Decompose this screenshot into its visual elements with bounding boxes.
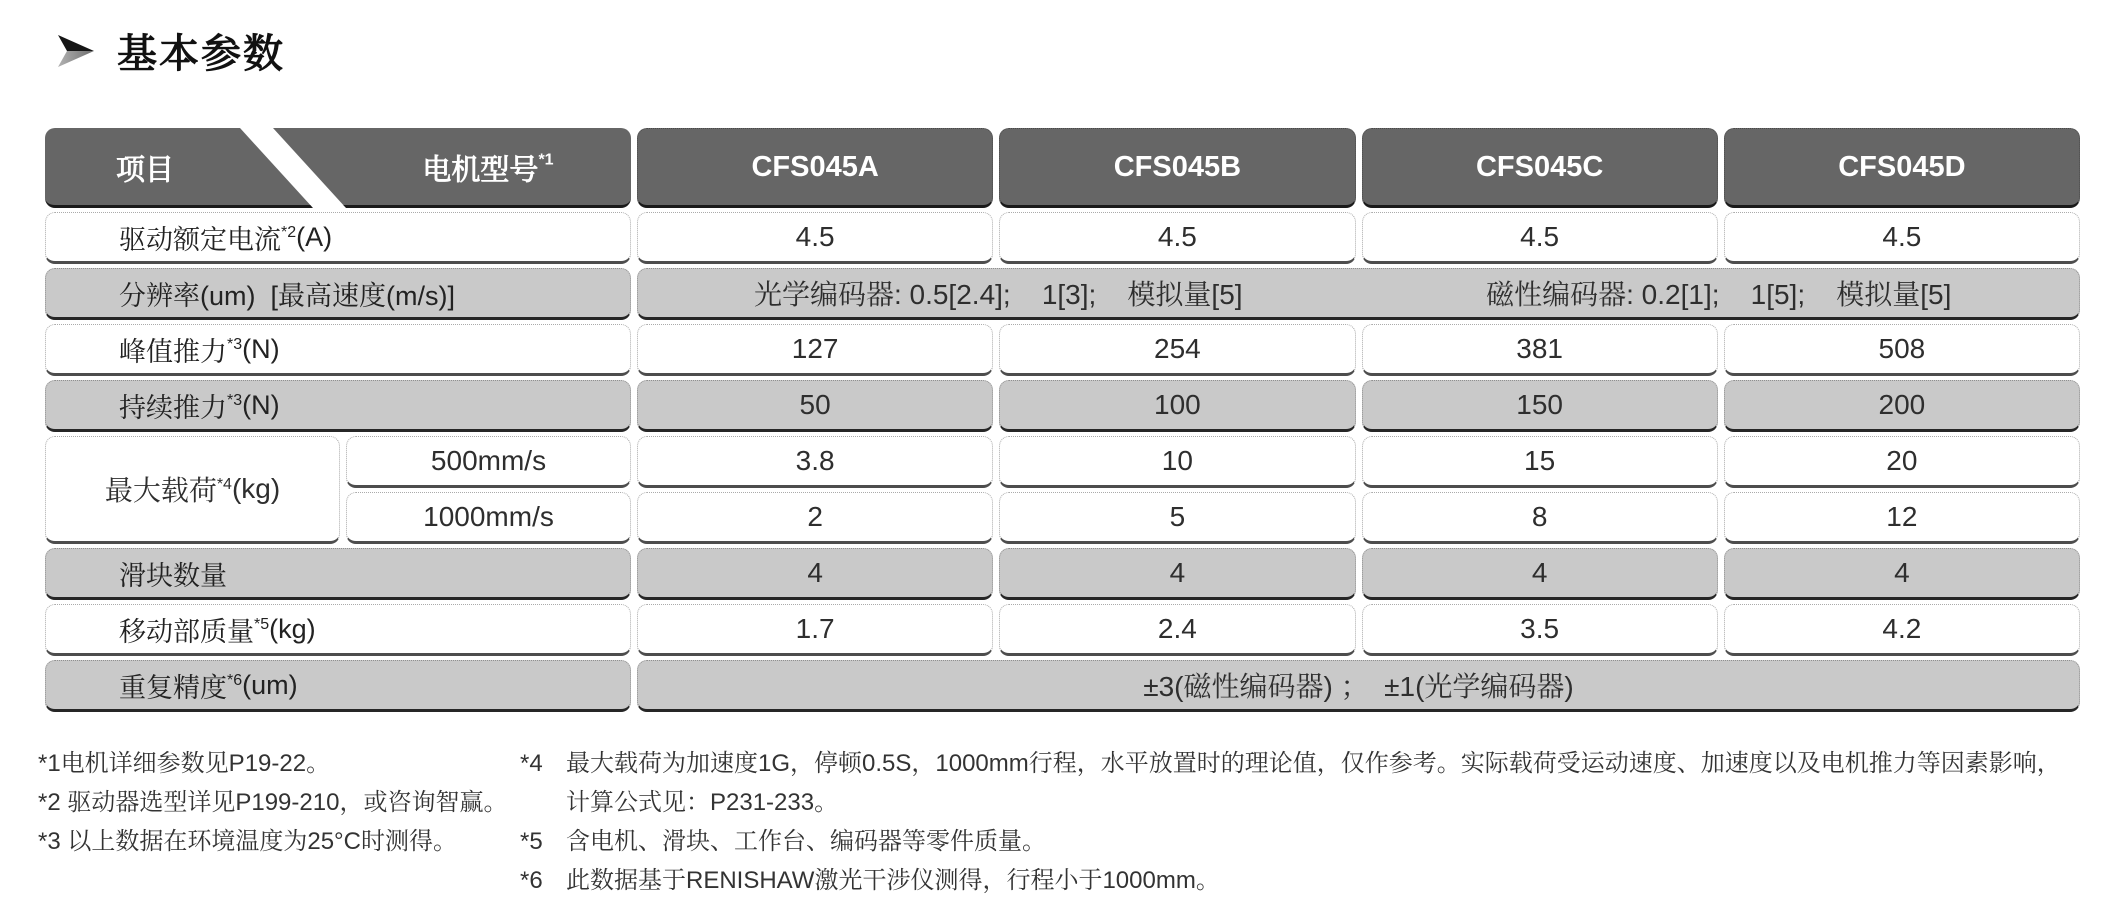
value-moving-mass-a: 1.7 (637, 604, 993, 656)
corner-model-label: 电机型号$^{*1}$ (422, 151, 554, 187)
value-max-load-1000-a: 2 (637, 492, 993, 544)
page-title: 基本参数 (117, 32, 285, 76)
section-header (55, 22, 285, 79)
sub-label-speed-1000: 1000mm/s (346, 492, 631, 544)
corner-item-label: 项目 (115, 154, 174, 187)
value-peak-force-c: 381 (1362, 324, 1718, 376)
footnote-6: *6 此数据基于RENISHAW激光干涉仪测得，行程小于1000mm。 (520, 867, 1220, 894)
value-max-load-500-a: 3.8 (637, 436, 993, 488)
footnotes-left-column (38, 744, 520, 900)
value-moving-mass-d: 4.2 (1724, 604, 2080, 656)
value-peak-force-a: 127 (637, 324, 993, 376)
value-max-load-1000-d: 12 (1724, 492, 2080, 544)
col-header-cfs045c: CFS045C (1362, 128, 1718, 208)
value-drive-current-d: 4.5 (1724, 212, 2080, 264)
row-label-repeatability: 重复精度 $^{*6}$ (um) (45, 660, 631, 712)
value-drive-current-b: 4.5 (999, 212, 1355, 264)
footnote-4: *4 最大载荷为加速度1G，停顿0.5S，1000mm行程，水平放置时的理论值，仅作参考。实际载荷受运动速度、加速度以及电机推力等因素影响，计算公式见：P231-233。 (520, 750, 2061, 816)
footnote-5: *5 含电机、滑块、工作台、编码器等零件质量。 (520, 828, 1046, 855)
value-max-load-500-c: 15 (1362, 436, 1718, 488)
col-header-cfs045b: CFS045B (999, 128, 1355, 208)
value-cont-force-d: 200 (1724, 380, 2080, 432)
value-slider-count-c: 4 (1362, 548, 1718, 600)
value-cont-force-a: 50 (637, 380, 993, 432)
value-slider-count-d: 4 (1724, 548, 2080, 600)
row-label-peak-force: 峰值推力 $^{*3}$ (N) (45, 324, 631, 376)
value-resolution-magnetic: 磁性编码器: 0.2[1]; 1[5]; 模拟量[5] (1486, 279, 1952, 310)
section-arrow-icon (55, 34, 97, 68)
value-resolution-optical: 光学编码器: 0.5[2.4]; 1[3]; 模拟量[5] (753, 279, 1243, 310)
row-label-moving-mass: 移动部质量 $^{*5}$ (kg) (45, 604, 631, 656)
value-resolution-span (637, 268, 2080, 320)
value-moving-mass-c: 3.5 (1362, 604, 1718, 656)
footnote-1: *1电机详细参数见P19-22。 (38, 750, 331, 777)
row-label-cont-force: 持续推力 $^{*3}$ (N) (45, 380, 631, 432)
col-header-cfs045d: CFS045D (1724, 128, 2080, 208)
row-label-resolution: 分辨率(um) [最高速度(m/s)] (45, 268, 631, 320)
footnote-ref: *1 (538, 151, 554, 169)
value-cont-force-b: 100 (999, 380, 1355, 432)
row-label-slider-count: 滑块数量 (45, 548, 631, 600)
value-max-load-1000-c: 8 (1362, 492, 1718, 544)
footnote-2: *2 驱动器选型详见P199-210，或咨询智赢。 (38, 789, 508, 816)
footnotes (38, 744, 2093, 900)
footnote-3: *3 以上数据在环境温度为25°C时测得。 (38, 828, 457, 855)
footnotes-right-column (520, 744, 2065, 900)
value-repeatability-span: ±3(磁性编码器) ； ±1(光学编码器) (637, 660, 2080, 712)
value-slider-count-a: 4 (637, 548, 993, 600)
col-header-cfs045a: CFS045A (637, 128, 993, 208)
value-peak-force-d: 508 (1724, 324, 2080, 376)
value-cont-force-c: 150 (1362, 380, 1718, 432)
value-slider-count-b: 4 (999, 548, 1355, 600)
sub-label-speed-500: 500mm/s (346, 436, 631, 488)
value-drive-current-a: 4.5 (637, 212, 993, 264)
value-moving-mass-b: 2.4 (999, 604, 1355, 656)
value-max-load-500-d: 20 (1724, 436, 2080, 488)
row-label-drive-current: 驱动额定电流 $^{*2}$ (A) (45, 212, 631, 264)
value-max-load-500-b: 10 (999, 436, 1355, 488)
corner-header-cell (45, 128, 631, 208)
value-max-load-1000-b: 5 (999, 492, 1355, 544)
spec-table (45, 128, 2080, 712)
row-label-max-load: 最大载荷 $^{*4}$ (kg) (45, 436, 340, 544)
value-drive-current-c: 4.5 (1362, 212, 1718, 264)
value-peak-force-b: 254 (999, 324, 1355, 376)
